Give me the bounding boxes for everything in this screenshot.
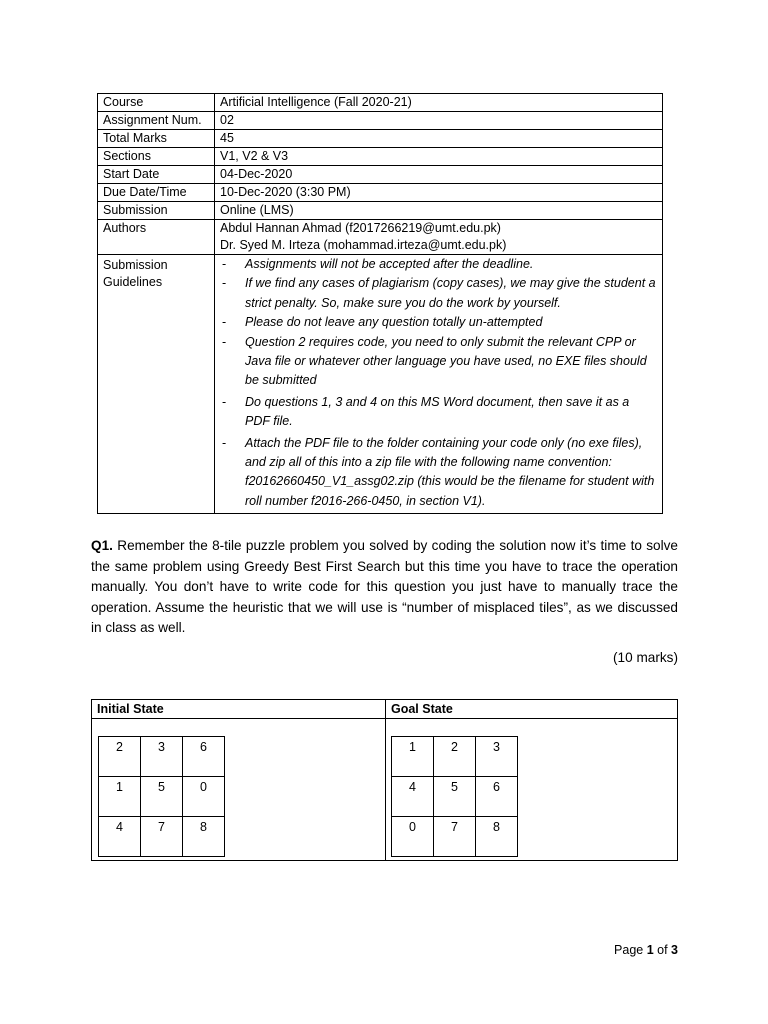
page-word: Page bbox=[614, 943, 647, 957]
goal-state-title: Goal State bbox=[386, 700, 677, 719]
info-value: 02 bbox=[215, 112, 663, 130]
info-row-sections bbox=[98, 148, 663, 166]
page-number: 1 bbox=[646, 943, 654, 957]
goal-state-panel bbox=[386, 700, 677, 860]
page-footer bbox=[614, 943, 678, 957]
info-label: Sections bbox=[98, 148, 215, 166]
grid-row bbox=[392, 737, 518, 777]
info-row-authors bbox=[98, 220, 663, 255]
grid-row bbox=[392, 777, 518, 817]
info-row-start-date bbox=[98, 166, 663, 184]
guideline-item: - Question 2 requires code, you need to only submit the relevant CPP or Java file or whatever other language you have used, no EXE files should be submitted bbox=[220, 333, 656, 391]
grid-cell: 6 bbox=[183, 737, 225, 777]
grid-cell: 1 bbox=[99, 777, 141, 817]
guidelines-cell bbox=[215, 255, 663, 514]
grid-cell: 4 bbox=[392, 777, 434, 817]
initial-state-grid bbox=[98, 736, 225, 857]
grid-cell: 5 bbox=[141, 777, 183, 817]
info-label: Authors bbox=[98, 220, 215, 255]
info-row-guidelines bbox=[98, 255, 663, 514]
grid-cell: 6 bbox=[476, 777, 518, 817]
grid-cell: 0 bbox=[392, 817, 434, 857]
puzzle-states-table bbox=[91, 699, 678, 861]
authors-cell bbox=[215, 220, 663, 255]
info-label: Assignment Num. bbox=[98, 112, 215, 130]
question-1-label: Q1. bbox=[91, 538, 113, 553]
info-row-assignment-num bbox=[98, 112, 663, 130]
info-label: Course bbox=[98, 94, 215, 112]
question-1-body: Remember the 8-tile puzzle problem you solved by coding the solution now it’s time to solve the same problem using Greedy Best First Search but this time you have to trace the operation manually. You don’t have to write code for this question you just have to manually trace the operation. Assume the heuristic that we will use is “number of misplaced tiles”, as we discussed in class as well. bbox=[91, 538, 678, 636]
grid-cell: 3 bbox=[141, 737, 183, 777]
grid-cell: 5 bbox=[434, 777, 476, 817]
grid-row bbox=[99, 777, 225, 817]
grid-cell: 3 bbox=[476, 737, 518, 777]
info-row-submission bbox=[98, 202, 663, 220]
grid-cell: 2 bbox=[434, 737, 476, 777]
grid-cell: 4 bbox=[99, 817, 141, 857]
info-value: Artificial Intelligence (Fall 2020-21) bbox=[215, 94, 663, 112]
info-value: V1, V2 & V3 bbox=[215, 148, 663, 166]
initial-state-panel bbox=[92, 700, 386, 860]
info-row-due-date bbox=[98, 184, 663, 202]
guideline-item: - If we find any cases of plagiarism (copy cases), we may give the student a strict penalty. So, make sure you do the work by yourself. bbox=[220, 274, 656, 313]
grid-cell: 7 bbox=[141, 817, 183, 857]
info-label: Submission bbox=[98, 202, 215, 220]
grid-cell: 8 bbox=[476, 817, 518, 857]
page-total: 3 bbox=[671, 943, 678, 957]
grid-cell: 0 bbox=[183, 777, 225, 817]
grid-row bbox=[392, 817, 518, 857]
guidelines-list bbox=[220, 255, 656, 511]
initial-state-title: Initial State bbox=[92, 700, 385, 719]
info-label bbox=[98, 255, 215, 514]
info-label: Due Date/Time bbox=[98, 184, 215, 202]
author-line: Dr. Syed M. Irteza (mohammad.irteza@umt.edu.pk) bbox=[220, 238, 507, 252]
of-word: of bbox=[653, 943, 672, 957]
info-row-total-marks bbox=[98, 130, 663, 148]
info-value: Online (LMS) bbox=[215, 202, 663, 220]
author-line: Abdul Hannan Ahmad (f2017266219@umt.edu.pk) bbox=[220, 221, 501, 235]
info-label: Total Marks bbox=[98, 130, 215, 148]
question-1-marks: (10 marks) bbox=[613, 650, 678, 665]
guideline-item: - Attach the PDF file to the folder containing your code only (no exe files), and zip all of this into a zip file with the following name convention: f20162660450_V1_assg02.zip (this would be the filename for student with roll number f2016-266-0450, in section V1). bbox=[220, 434, 656, 512]
info-row-course bbox=[98, 94, 663, 112]
guideline-item: - Please do not leave any question totally un-attempted bbox=[220, 313, 656, 332]
info-value: 04-Dec-2020 bbox=[215, 166, 663, 184]
grid-cell: 7 bbox=[434, 817, 476, 857]
grid-cell: 2 bbox=[99, 737, 141, 777]
question-1-text bbox=[91, 536, 678, 639]
assignment-info-table bbox=[97, 93, 663, 514]
info-value: 10-Dec-2020 (3:30 PM) bbox=[215, 184, 663, 202]
guideline-item: - Do questions 1, 3 and 4 on this MS Word document, then save it as a PDF file. bbox=[220, 393, 656, 432]
grid-row bbox=[99, 737, 225, 777]
info-label: Start Date bbox=[98, 166, 215, 184]
guidelines-label-line: Submission bbox=[103, 258, 168, 272]
grid-cell: 1 bbox=[392, 737, 434, 777]
grid-cell: 8 bbox=[183, 817, 225, 857]
goal-state-grid bbox=[391, 736, 518, 857]
guidelines-label-line: Guidelines bbox=[103, 275, 163, 289]
guideline-item: - Assignments will not be accepted after the deadline. bbox=[220, 255, 656, 274]
grid-row bbox=[99, 817, 225, 857]
info-value: 45 bbox=[215, 130, 663, 148]
